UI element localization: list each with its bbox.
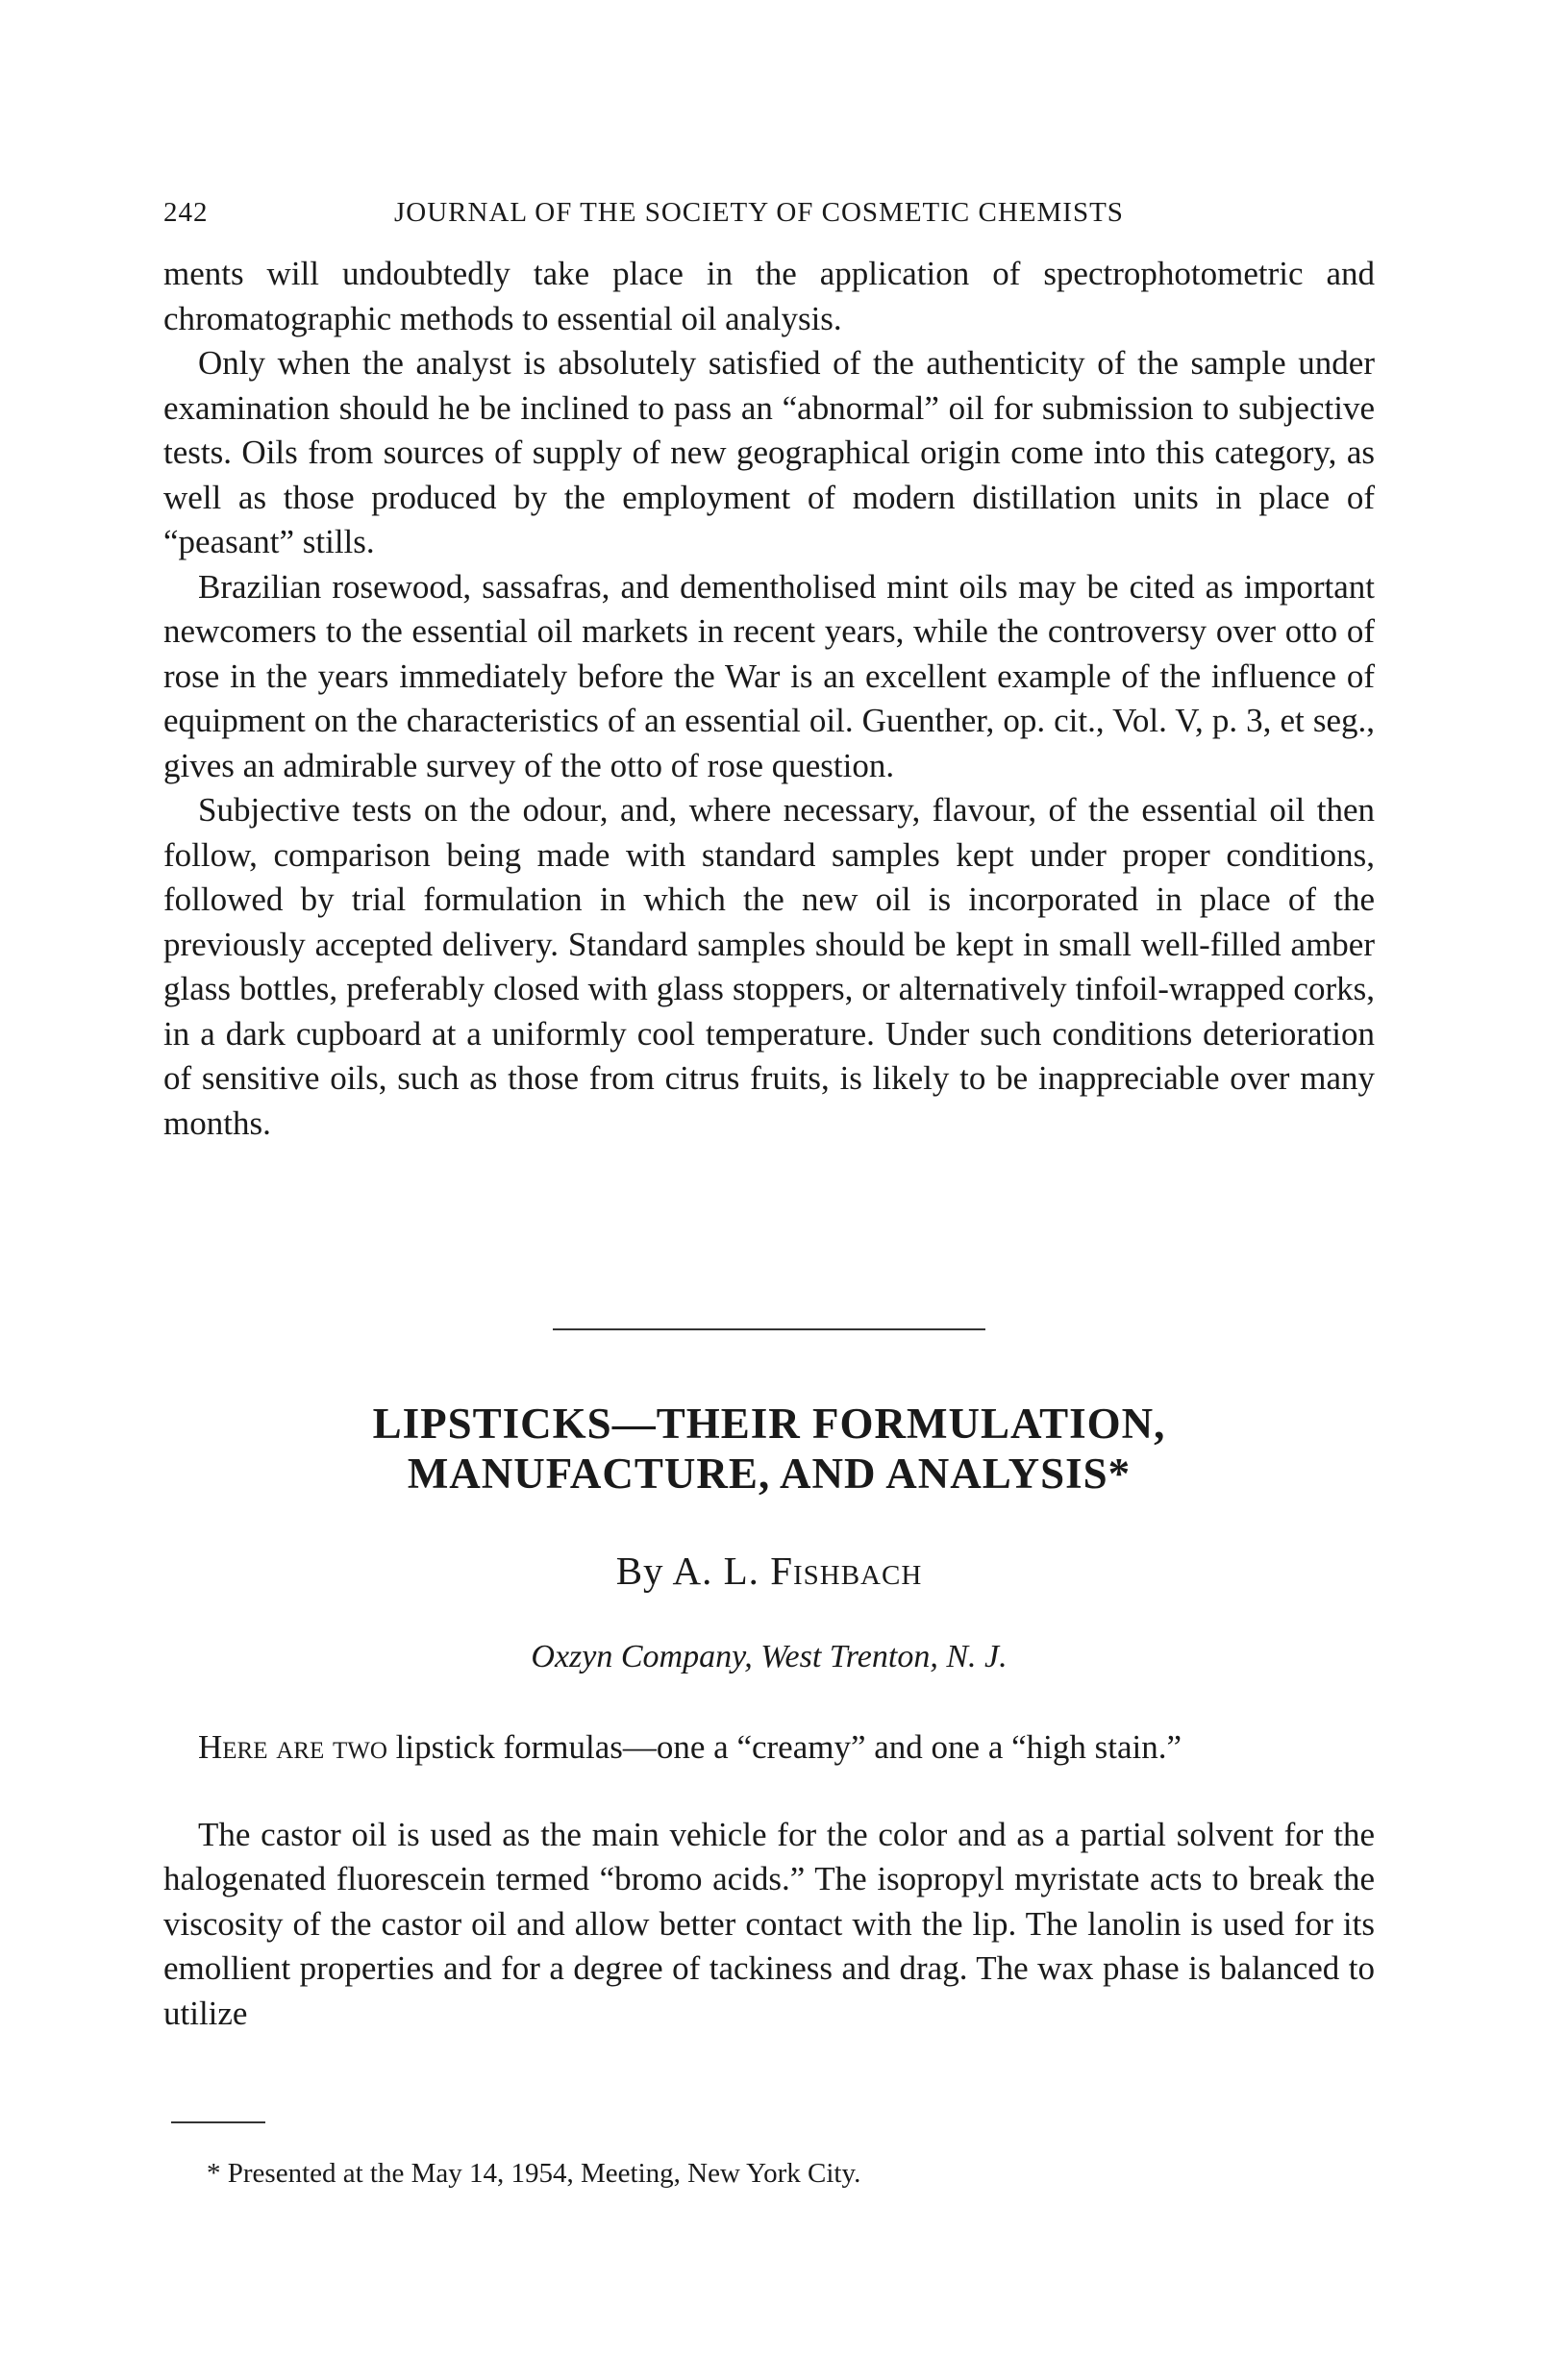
paragraph: The castor oil is used as the main vehicle for the color and as a partial solvent for the halogenated fluorescein termed “bromo acids.” The isopropyl myristate acts to break the viscosity of the castor oil and allow better contact with the lip. The lanolin is used for its emollient properties and for a degree of tackiness and drag. The wax phase is balanced to utilize	[163, 1815, 1375, 2032]
previous-article-text	[163, 252, 1375, 1146]
title-line-1: LIPSTICKS—THEIR FORMULATION,	[372, 1400, 1166, 1448]
intro-paragraph	[163, 1725, 1375, 1771]
paragraph: Only when the analyst is absolutely satisfied of the authenticity of the sample under examination should he be inclined to pass an “abnormal” oil for submission to subjective tests. Oils from sources of supply of new geographical origin come into this category, as well as those produced by the employment of modern distillation units in place of “peasant” stills.	[163, 344, 1375, 560]
paragraph: Subjective tests on the odour, and, where necessary, flavour, of the essential oil then follow, comparison being made with standard samples kept under proper conditions, followed by trial formulation in which the new oil is incorporated in place of the previously accepted delivery. Standard samples should be kept in small well-filled amber glass bottles, preferably closed with glass stoppers, or alternatively tinfoil-wrapped corks, in a dark cupboard at a uniformly cool temperature. Under such conditions deterioration of sensitive oils, such as those from citrus fruits, is likely to be inappreciable over many months.	[163, 791, 1375, 1142]
paragraph: ments will undoubtedly take place in the application of spectrophotometric and chromatographic methods to essential oil analysis.	[163, 255, 1375, 337]
title-line-2: MANUFACTURE, AND ANALYSIS*	[407, 1450, 1132, 1498]
journal-title: JOURNAL OF THE SOCIETY OF COSMETIC CHEMISTS	[394, 197, 1124, 228]
article-title	[163, 1399, 1375, 1499]
article-text	[163, 1725, 1375, 2036]
footnote: * Presented at the May 14, 1954, Meeting, New York City.	[207, 2158, 861, 2189]
affiliation: Oxzyn Company, West Trenton, N. J.	[531, 1639, 1008, 1674]
byline	[163, 1548, 1375, 1594]
section-divider	[553, 1328, 985, 1330]
intro-lead: Here are two	[198, 1728, 387, 1766]
byline-prefix: By A. L.	[615, 1549, 759, 1593]
author-surname: Fishbach	[770, 1549, 923, 1593]
page-number: 242	[163, 197, 209, 228]
intro-rest: lipstick formulas—one a “creamy” and one a “high stain.”	[395, 1728, 1182, 1766]
footnote-rule	[171, 2121, 265, 2123]
paragraph: Brazilian rosewood, sassafras, and dementholised mint oils may be cited as important newcomers to the essential oil markets in recent years, while the controversy over otto of rose in the years immediately before the War is an excellent example of the influence of equipment on the characteristics of an essential oil. Guenther, op. cit., Vol. V, p. 3, et seg., gives an admirable survey of the otto of rose question.	[163, 567, 1375, 784]
